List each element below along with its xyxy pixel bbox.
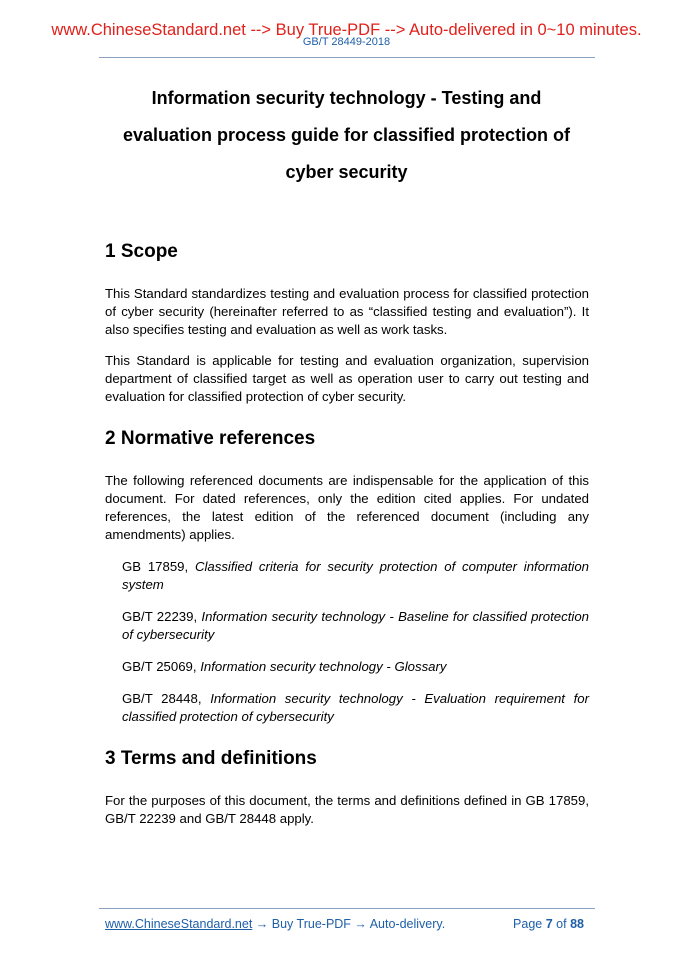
footer-site-link[interactable]: www.ChineseStandard.net <box>105 917 253 931</box>
reference-item <box>122 658 589 676</box>
footer-link[interactable] <box>105 917 445 931</box>
reference-code: GB 17859, <box>122 559 189 574</box>
page-number <box>513 917 584 931</box>
reference-item <box>122 608 589 644</box>
reference-title: Information security technology - Evaluation requirement for classified protection of cybersecurity <box>122 691 589 724</box>
reference-code: GB/T 28448, <box>122 691 202 706</box>
section-heading-normative-references: 2 Normative references <box>105 428 316 449</box>
reference-code: GB/T 22239, <box>122 609 198 624</box>
section-heading-terms-and-definitions: 3 Terms and definitions <box>105 748 317 769</box>
reference-code: GB/T 25069, <box>122 659 197 674</box>
banner-link[interactable]: www.ChineseStandard.net --> Buy True-PDF --> Auto-delivered in 0~10 minutes. <box>51 21 642 39</box>
section-heading-scope: 1 Scope <box>105 241 178 262</box>
standard-code: GB/T 28449-2018 <box>302 36 391 48</box>
reference-title: Classified criteria for security protection of computer information system <box>122 559 590 592</box>
footer-link-text: → Buy True-PDF → Auto-delivery. <box>252 917 446 931</box>
page-label: Page <box>513 917 543 931</box>
footer-divider <box>99 908 595 909</box>
normative-intro-paragraph: The following referenced documents are indispensable for the application of this document. For dated references, only the edition cited applies. For undated references, the latest edition of the referenced document (including any amendments) applies. <box>105 473 589 542</box>
page-of: of <box>556 917 567 931</box>
reference-item <box>122 690 589 726</box>
title-line-3: cyber security <box>285 162 408 182</box>
reference-title: Information security technology - Glossary <box>200 659 447 674</box>
header-divider <box>99 57 595 58</box>
reference-item <box>122 558 589 594</box>
scope-paragraph-1: This Standard standardizes testing and evaluation process for classified protection of cyber security (hereinafter referred to as “classified testing and evaluation”). It also specifies testing and evaluation as well as work tasks. <box>105 286 589 337</box>
title-line-1: Information security technology - Testing and <box>151 88 542 108</box>
reference-title: Information security technology - Baseline for classified protection of cybersecurity <box>122 609 589 642</box>
page-current: 7 <box>545 917 553 931</box>
document-title <box>60 80 633 191</box>
scope-paragraph-2: This Standard is applicable for testing and evaluation organization, supervision department of classified target as well as operation user to carry out testing and evaluation for classified protection of cyber security. <box>105 353 589 404</box>
title-line-2: evaluation process guide for classified protection of <box>122 125 571 145</box>
terms-paragraph: For the purposes of this document, the terms and definitions defined in GB 17859, GB/T 22239 and GB/T 28448 apply. <box>105 793 589 826</box>
page-total: 88 <box>570 917 584 931</box>
